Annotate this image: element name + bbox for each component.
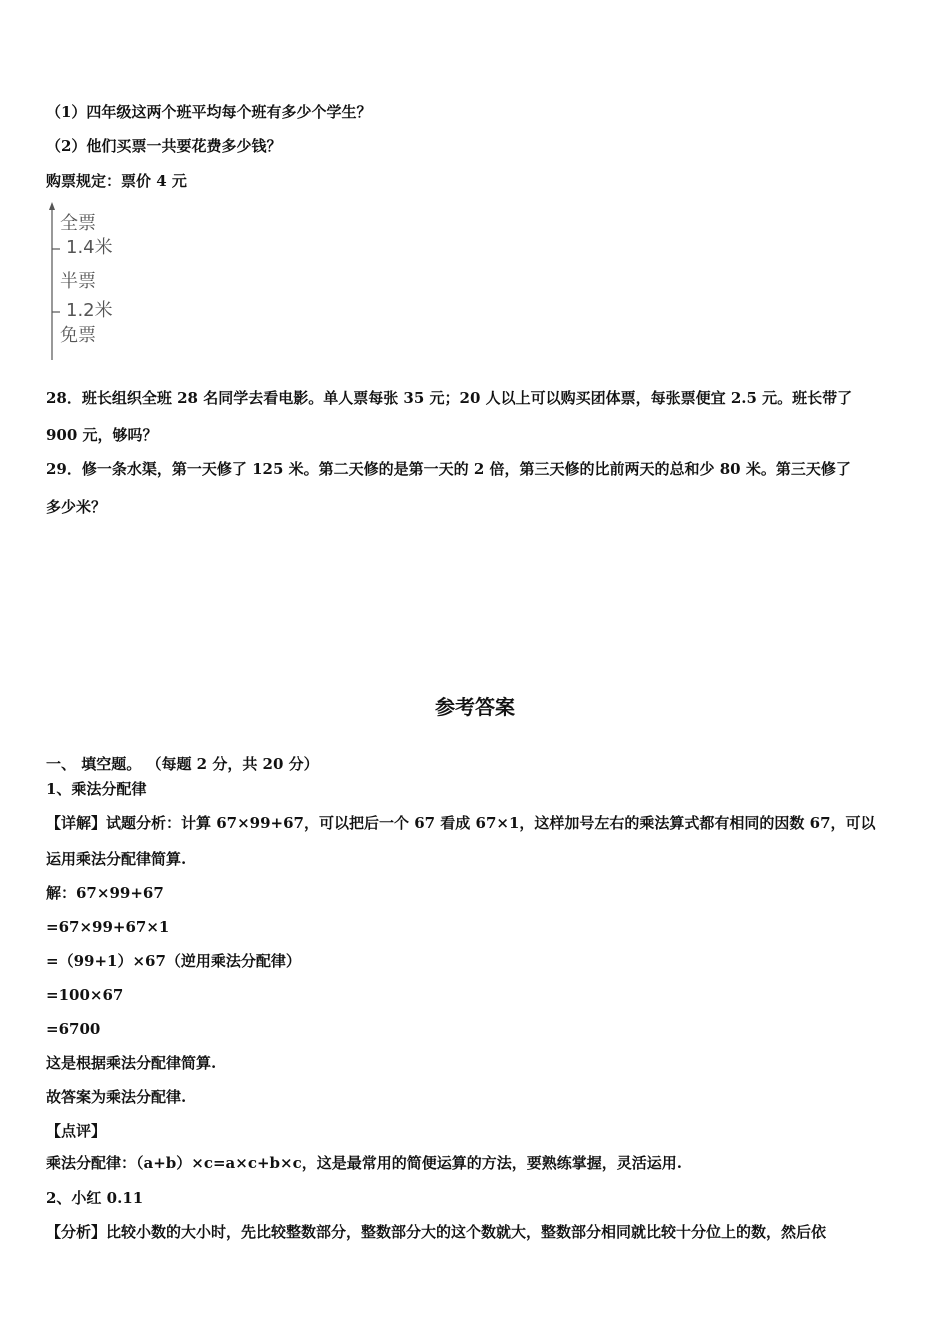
q29-line1: 29．修一条水渠，第一天修了 125 米。第二天修的是第一天的 2 倍，第三天修的比前两天的总和少 80 米。第三天修了 [46, 460, 851, 478]
free-ticket-label: 免票 [60, 325, 96, 346]
answer-1-head: 1、乘法分配律 [46, 780, 147, 798]
section-header: 一、 填空题。 （每题 2 分，共 20 分） [46, 755, 319, 773]
q27-sub1: （1）四年级这两个班平均每个班有多少个学生？ [46, 103, 372, 121]
q28-line1: 28．班长组织全班 28 名同学去看电影。单人票每张 35 元；20 人以上可以购买团体票，每张票便宜 2.5 元。班长带了 [46, 389, 853, 407]
answer-1-detail-1: 【详解】试题分析：计算 67×99+67，可以把后一个 67 看成 67×1，这样加号左右的乘法算式都有相同的因数 67，可以 [46, 814, 876, 832]
ticket-height-diagram [44, 202, 164, 364]
height-1-4-label: 1.4米 [66, 237, 113, 258]
height-1-2-label: 1.2米 [66, 300, 113, 321]
answer-1-conclusion-1: 这是根据乘法分配律简算. [46, 1054, 217, 1072]
full-ticket-label: 全票 [60, 213, 96, 234]
answer-1-conclusion-2: 故答案为乘法分配律. [46, 1088, 187, 1106]
q27-rule: 购票规定：票价 4 元 [46, 172, 187, 190]
q28-line2: 900 元，够吗？ [46, 426, 158, 444]
answer-1-step-1: 解：67×99+67 [46, 884, 164, 902]
answer-2-head: 2、小红 0.11 [46, 1189, 144, 1207]
answer-1-step-2: =67×99+67×1 [46, 918, 170, 936]
answer-2-analysis: 【分析】比较小数的大小时，先比较整数部分，整数部分大的这个数就大，整数部分相同就比较十分位上的数，然后依 [46, 1223, 827, 1241]
answer-1-step-4: =100×67 [46, 986, 124, 1004]
q29-line2: 多少米？ [46, 498, 107, 516]
answer-1-review-label: 【点评】 [46, 1122, 107, 1140]
half-ticket-label: 半票 [60, 271, 96, 292]
answer-1-step-3: =（99+1）×67（逆用乘法分配律） [46, 952, 301, 970]
answer-1-detail-2: 运用乘法分配律简算. [46, 850, 187, 868]
answers-title: 参考答案 [435, 695, 515, 719]
q27-sub2: （2）他们买票一共要花费多少钱？ [46, 137, 282, 155]
answer-1-step-5: =6700 [46, 1020, 101, 1038]
answer-1-review-text: 乘法分配律：（a+b）×c=a×c+b×c，这是最常用的简便运算的方法，要熟练掌握，灵活运用. [46, 1154, 682, 1172]
